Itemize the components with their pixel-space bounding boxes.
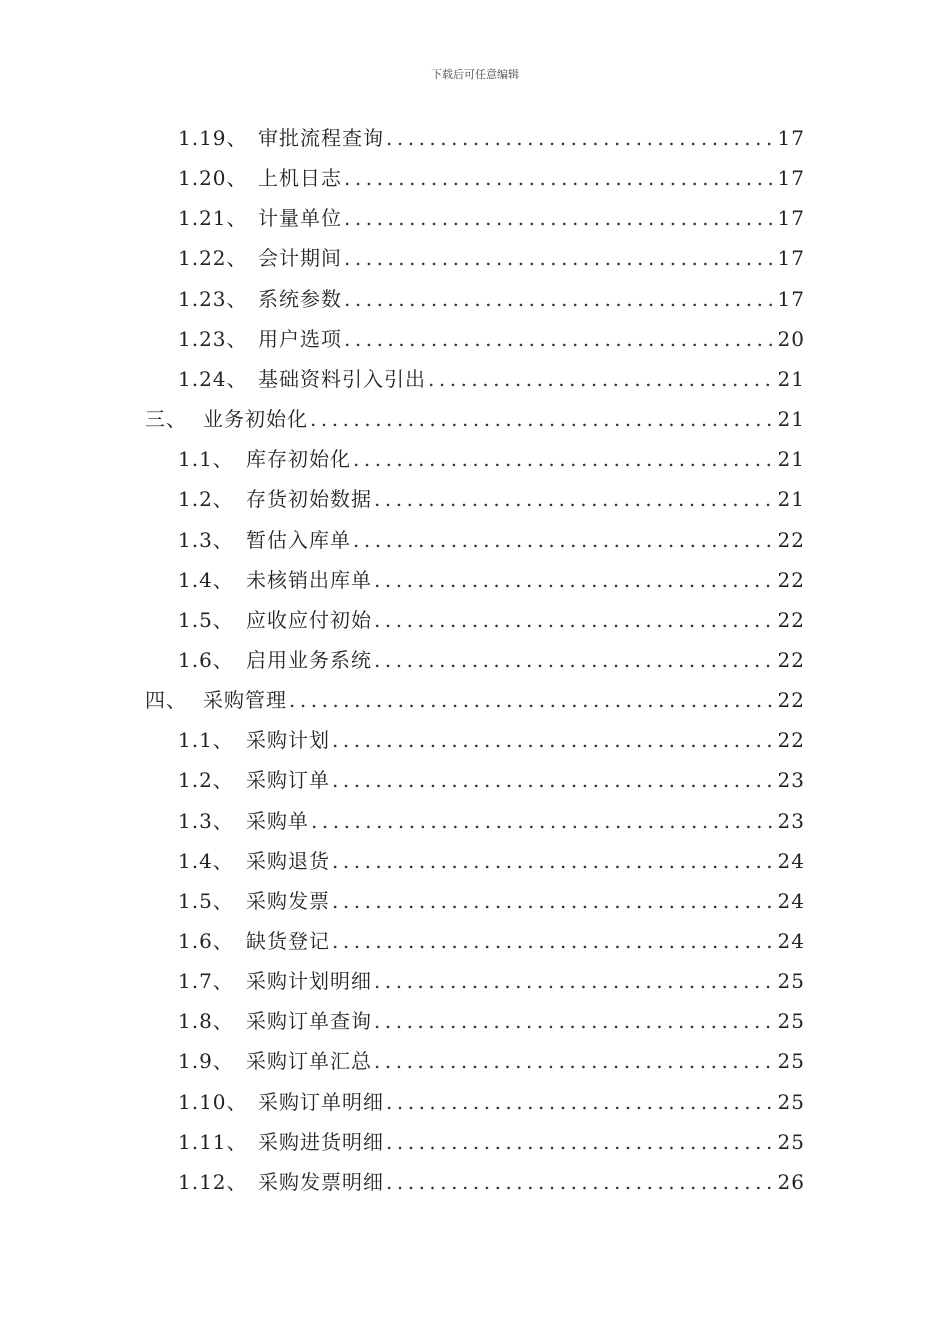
toc-dot-leader — [374, 1001, 776, 1041]
toc-entry-page: 25 — [777, 969, 805, 994]
toc-dot-leader — [344, 319, 776, 359]
toc-entry-page: 22 — [777, 527, 805, 552]
toc-entry-number: 1.6、 — [178, 929, 234, 953]
toc-dot-leader — [386, 118, 776, 158]
toc-entry[interactable] — [178, 961, 805, 1001]
toc-dot-leader — [353, 439, 776, 479]
toc-dot-leader — [332, 720, 776, 760]
toc-dot-leader — [332, 881, 776, 921]
toc-entry-number: 1.4、 — [178, 567, 234, 592]
toc-entry-title: 会计期间 — [258, 246, 342, 271]
toc-dot-leader — [428, 359, 776, 399]
toc-dot-leader — [289, 680, 776, 720]
toc-entry-page: 24 — [777, 848, 805, 873]
toc-entry-page: 24 — [777, 888, 805, 913]
toc-entry[interactable] — [178, 198, 805, 238]
toc-entry[interactable] — [178, 801, 805, 841]
toc-entry-page: 25 — [777, 1049, 805, 1074]
toc-dot-leader — [332, 760, 776, 800]
toc-entry-number: 1.3、 — [178, 808, 234, 833]
toc-entry-page: 22 — [777, 607, 805, 632]
toc-entry-page: 22 — [777, 688, 805, 713]
toc-entry-page: 26 — [777, 1169, 805, 1194]
toc-entry-number: 三、 — [145, 407, 187, 432]
toc-entry-number: 1.23、 — [178, 326, 248, 351]
toc-entry-page: 21 — [777, 487, 805, 512]
toc-entry-page: 21 — [777, 366, 805, 391]
toc-entry[interactable] — [178, 1082, 805, 1122]
toc-entry-page: 25 — [777, 1089, 805, 1114]
toc-entry-page: 17 — [777, 246, 805, 271]
toc-entry-title: 库存初始化 — [246, 447, 351, 472]
toc-entry-title: 审批流程查询 — [258, 126, 384, 150]
toc-entry-title: 采购订单查询 — [246, 1009, 372, 1034]
toc-entry[interactable] — [178, 1001, 805, 1041]
toc-entry-title: 采购订单汇总 — [246, 1049, 372, 1074]
toc-entry[interactable] — [178, 881, 805, 921]
toc-entry-number: 1.5、 — [178, 888, 234, 913]
toc-dot-leader — [332, 841, 776, 881]
toc-entry[interactable] — [178, 319, 805, 359]
toc-entry-number: 四、 — [145, 688, 187, 713]
toc-entry[interactable] — [178, 560, 805, 600]
toc-entry-title: 采购进货明细 — [258, 1129, 384, 1154]
toc-entry-number: 1.20、 — [178, 166, 248, 191]
toc-entry-page: 22 — [777, 647, 805, 672]
toc-entry[interactable] — [145, 399, 805, 439]
toc-dot-leader — [344, 158, 776, 198]
toc-entry-title: 采购管理 — [203, 688, 287, 713]
toc-entry-title: 缺货登记 — [246, 929, 330, 953]
toc-entry-number: 1.1、 — [178, 728, 234, 753]
toc-entry-title: 采购订单明细 — [258, 1089, 384, 1114]
toc-entry-page: 21 — [777, 407, 805, 432]
toc-entry-page: 17 — [777, 126, 805, 150]
toc-entry-number: 1.12、 — [178, 1169, 248, 1194]
toc-entry-page: 23 — [777, 768, 805, 793]
toc-entry[interactable] — [178, 720, 805, 760]
toc-entry-page: 20 — [777, 326, 805, 351]
toc-entry-title: 用户选项 — [258, 326, 342, 351]
toc-entry-number: 1.6、 — [178, 647, 234, 672]
toc-entry-title: 采购退货 — [246, 848, 330, 873]
toc-entry-page: 25 — [777, 1009, 805, 1034]
toc-dot-leader — [374, 1041, 776, 1081]
toc-entry-title: 未核销出库单 — [246, 567, 372, 592]
toc-entry-title: 采购发票 — [246, 888, 330, 913]
toc-dot-leader — [344, 279, 776, 319]
toc-entry[interactable] — [178, 1162, 805, 1202]
toc-entry-page: 22 — [777, 728, 805, 753]
toc-entry-title: 业务初始化 — [203, 407, 308, 432]
toc-dot-leader — [344, 238, 776, 278]
toc-entry[interactable] — [178, 439, 805, 479]
toc-dot-leader — [374, 640, 776, 680]
toc-entry[interactable] — [178, 921, 805, 961]
toc-entry-number: 1.19、 — [178, 126, 248, 150]
toc-entry-number: 1.1、 — [178, 447, 234, 472]
toc-entry-page: 17 — [777, 166, 805, 191]
toc-entry-page: 22 — [777, 567, 805, 592]
toc-entry-number: 1.22、 — [178, 246, 248, 271]
toc-entry[interactable] — [178, 279, 805, 319]
toc-entry-number: 1.2、 — [178, 768, 234, 793]
toc-dot-leader — [374, 961, 776, 1001]
toc-dot-leader — [386, 1162, 776, 1202]
page-header: 下载后可任意编辑 — [431, 68, 519, 81]
toc-entry-number: 1.5、 — [178, 607, 234, 632]
toc-entry[interactable] — [178, 520, 805, 560]
toc-entry-number: 1.4、 — [178, 848, 234, 873]
toc-entry-page: 23 — [777, 808, 805, 833]
toc-entry-page: 25 — [777, 1129, 805, 1154]
toc-entry[interactable] — [178, 760, 805, 800]
toc-entry-title: 基础资料引入引出 — [258, 366, 426, 391]
toc-entry-number: 1.3、 — [178, 527, 234, 552]
toc-entry[interactable] — [178, 359, 805, 399]
toc-entry-number: 1.23、 — [178, 286, 248, 311]
toc-entry-title: 系统参数 — [258, 286, 342, 311]
toc-dot-leader — [344, 198, 776, 238]
toc-entry[interactable] — [178, 158, 805, 198]
toc-entry-title: 计量单位 — [258, 206, 342, 231]
toc-entry[interactable] — [178, 1041, 805, 1081]
toc-dot-leader — [374, 560, 776, 600]
toc-entry-title: 采购发票明细 — [258, 1169, 384, 1194]
toc-entry-number: 1.7、 — [178, 969, 234, 994]
toc-dot-leader — [386, 1082, 776, 1122]
toc-dot-leader — [311, 801, 776, 841]
toc-entry[interactable] — [178, 640, 805, 680]
toc-entry-title: 采购计划 — [246, 728, 330, 753]
toc-entry-title: 采购单 — [246, 808, 309, 833]
toc-entry-page: 17 — [777, 206, 805, 231]
toc-entry-title: 应收应付初始 — [246, 607, 372, 632]
toc-dot-leader — [353, 520, 776, 560]
toc-entry-number: 1.9、 — [178, 1049, 234, 1074]
toc-entry-title: 采购订单 — [246, 768, 330, 793]
toc-dot-leader — [310, 399, 776, 439]
toc-entry[interactable] — [178, 238, 805, 278]
toc-entry-title: 暂估入库单 — [246, 527, 351, 552]
toc-entry-page: 21 — [777, 447, 805, 472]
toc-entry[interactable] — [178, 1122, 805, 1162]
toc-entry[interactable] — [145, 680, 805, 720]
toc-entry[interactable] — [178, 600, 805, 640]
toc-dot-leader — [374, 479, 776, 519]
toc-entry-number: 1.8、 — [178, 1009, 234, 1034]
toc-dot-leader — [332, 921, 776, 961]
toc-entry-title: 存货初始数据 — [246, 487, 372, 512]
toc-entry[interactable] — [178, 841, 805, 881]
toc-entry-title: 启用业务系统 — [246, 647, 372, 672]
toc-entry-number: 1.2、 — [178, 487, 234, 512]
toc-entry-page: 17 — [777, 286, 805, 311]
toc-entry-title: 上机日志 — [258, 166, 342, 191]
toc-entry[interactable] — [178, 479, 805, 519]
toc-dot-leader — [386, 1122, 776, 1162]
toc-dot-leader — [374, 600, 776, 640]
toc-entry-title: 采购计划明细 — [246, 969, 372, 994]
toc-entry-number: 1.10、 — [178, 1089, 248, 1114]
toc-entry-number: 1.21、 — [178, 206, 248, 231]
toc-entry-page: 24 — [777, 929, 805, 953]
toc-entry[interactable] — [178, 118, 805, 158]
toc-entry-number: 1.11、 — [178, 1129, 248, 1154]
toc-entry-number: 1.24、 — [178, 366, 248, 391]
